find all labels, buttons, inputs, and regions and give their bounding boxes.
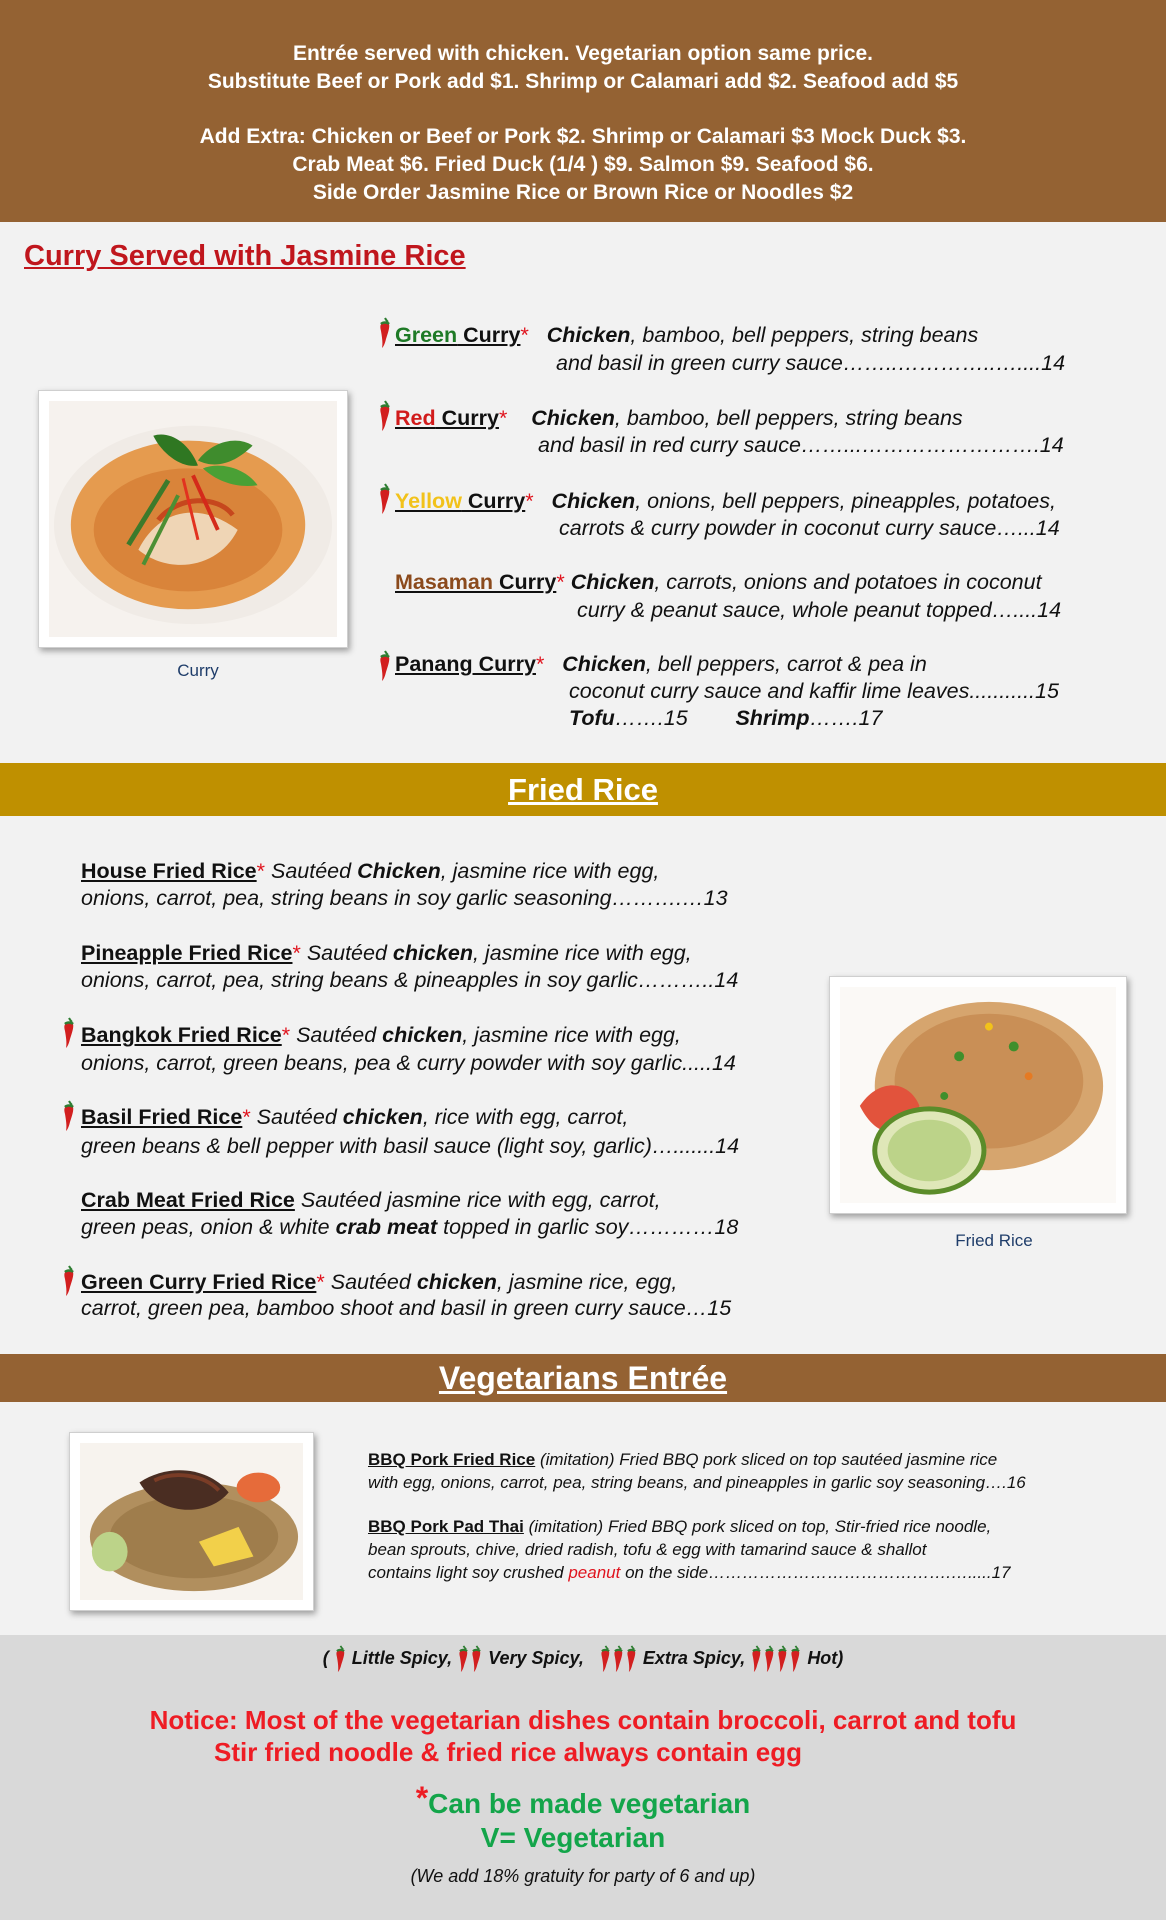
banner-line: Side Order Jasmine Rice or Brown Rice or Noodles $2 [312,181,854,204]
chili-icon [62,1100,76,1132]
menu-item-masaman-curry: Masaman Curry* Chicken, carrots, onions and potatoes in coconut [395,570,1042,594]
chili-icon [378,400,392,432]
chili-icon [599,1645,612,1673]
chili-icon [750,1645,763,1673]
item-name: Panang Curry [395,652,536,676]
panang-options: Tofu…….15 Shrimp…….17 [569,706,883,730]
item-name: Curry [435,406,499,430]
fried-rice-caption: Fried Rice [955,1231,1033,1250]
banner-line: Entrée served with chicken. Vegetarian option same price. [292,42,874,65]
veg-note-line-1: *Can be made vegetarian [415,1780,751,1819]
menu-item-basil-fried-rice: Basil Fried Rice* Sautéed chicken, rice with egg, carrot, [81,1105,629,1129]
menu-item-pineapple-fried-rice: Pineapple Fried Rice* Sautéed chicken, jasmine rice with egg, [81,941,692,965]
menu-item-bbq-pork-pad-thai: BBQ Pork Pad Thai (imitation) Fried BBQ pork sliced on top, Stir-fried rice noodle, bean sprouts, chive, dried radish, tofu & egg with tamarind sauce & shallot contains light soy crushed peanut on the side…………………………………….….....17 [368,1517,1011,1582]
fried-rice-title: Fried Rice [508,772,658,807]
menu-item-red-curry: Red Curry* Chicken, bamboo, bell peppers, string beans [395,406,963,430]
menu-item-yellow-curry: Yellow Curry* Chicken, onions, bell peppers, pineapples, potatoes, [395,489,1056,513]
curry-color-word: Red [395,406,436,430]
curry-color-word: Yellow [395,489,462,513]
chili-icon [378,650,392,682]
banner-line: Crab Meat $6. Fried Duck (1/4 ) $9. Salmon $9. Seafood $6. [292,153,874,176]
menu-item-house-fried-rice: House Fried Rice* Sautéed Chicken, jasmine rice with egg, [81,859,660,883]
item-description: carrot, green pea, bamboo shoot and basil in green curry sauce…15 [81,1296,732,1320]
chili-icon [334,1645,347,1673]
item-description: onions, carrot, pea, string beans in soy garlic seasoning……….…13 [81,886,728,910]
gratuity-note: (We add 18% gratuity for party of 6 and up) [410,1866,756,1886]
chili-icon [776,1645,789,1673]
chili-icon [789,1645,802,1673]
vegetarian-band [0,1354,1166,1402]
vegetarian-title: Vegetarians Entrée [438,1360,728,1396]
chili-icon [378,317,392,349]
notice-line-2: Stir fried noodle & fried rice always contain egg [213,1737,803,1767]
curry-color-word: Masaman [395,570,493,594]
item-name: Curry [493,570,557,594]
fried-rice-photo [829,976,1127,1214]
chili-icon [457,1645,470,1673]
item-description: carrots & curry powder in coconut curry sauce…...14 [559,516,1060,540]
curry-photo [38,390,348,648]
banner-line: Add Extra: Chicken or Beef or Pork $2. Shrimp or Calamari $3 Mock Duck $3. [199,125,967,148]
chili-icon [763,1645,776,1673]
menu-item-panang-curry: Panang Curry* Chicken, bell peppers, carrot & pea in [395,652,927,676]
item-description: and basil in green curry sauce……..…………..…....14 [556,351,1066,375]
menu-item-green-curry-fried-rice: Green Curry Fried Rice* Sautéed chicken, jasmine rice, egg, [81,1270,678,1294]
chili-icon [62,1017,76,1049]
spice-legend: ( Little Spicy, Very Spicy, Extra Spicy, Hot) [0,1645,1166,1673]
item-description: and basil in red curry sauce……...…………………….14 [538,433,1064,457]
notice-line-1: Notice: Most of the vegetarian dishes contain broccoli, carrot and tofu [149,1705,1017,1735]
item-name: Curry [457,323,521,347]
item-description: onions, carrot, green beans, pea & curry powder with soy garlic.....14 [81,1051,736,1075]
chili-icon [470,1645,483,1673]
chili-icon [612,1645,625,1673]
header-banner [0,0,1166,222]
curry-section-title: Curry Served with Jasmine Rice [24,240,466,272]
vegetarian-photo [69,1432,314,1611]
curry-color-word: Green [395,323,458,347]
curry-caption: Curry [177,661,219,680]
vegetarian-image [80,1443,303,1600]
item-description: green beans & bell pepper with basil sauce (light soy, garlic)….......14 [81,1134,740,1158]
chili-icon [625,1645,638,1673]
menu-item-bbq-pork-fried-rice: BBQ Pork Fried Rice (imitation) Fried BBQ pork sliced on top sautéed jasmine rice with egg, onions, carrot, pea, string beans, and pineapples in garlic soy seasoning….16 [368,1450,1026,1492]
menu-item-bangkok-fried-rice: Bangkok Fried Rice* Sautéed chicken, jasmine rice with egg, [81,1023,681,1047]
fried-rice-band [0,763,1166,816]
chili-icon [378,483,392,515]
curry-image [49,401,337,637]
menu-item-crab-meat-fried-rice: Crab Meat Fried Rice Sautéed jasmine rice with egg, carrot, [81,1188,661,1212]
item-description: curry & peanut sauce, whole peanut topped…....14 [577,598,1062,622]
fried-rice-image [840,987,1116,1203]
banner-line: Substitute Beef or Pork add $1. Shrimp or Calamari add $2. Seafood add $5 [207,70,959,93]
item-description: coconut curry sauce and kaffir lime leaves...........15 [569,679,1059,703]
item-name: Curry [461,489,526,513]
item-description: green peas, onion & white crab meat topped in garlic soy…………18 [81,1215,739,1239]
chili-icon [62,1265,76,1297]
menu-item-green-curry: Green Curry* Chicken, bamboo, bell peppers, string beans [395,323,979,347]
item-description: onions, carrot, pea, string beans & pineapples in soy garlic………..14 [81,968,739,992]
veg-note-line-2: V= Vegetarian [480,1822,666,1853]
